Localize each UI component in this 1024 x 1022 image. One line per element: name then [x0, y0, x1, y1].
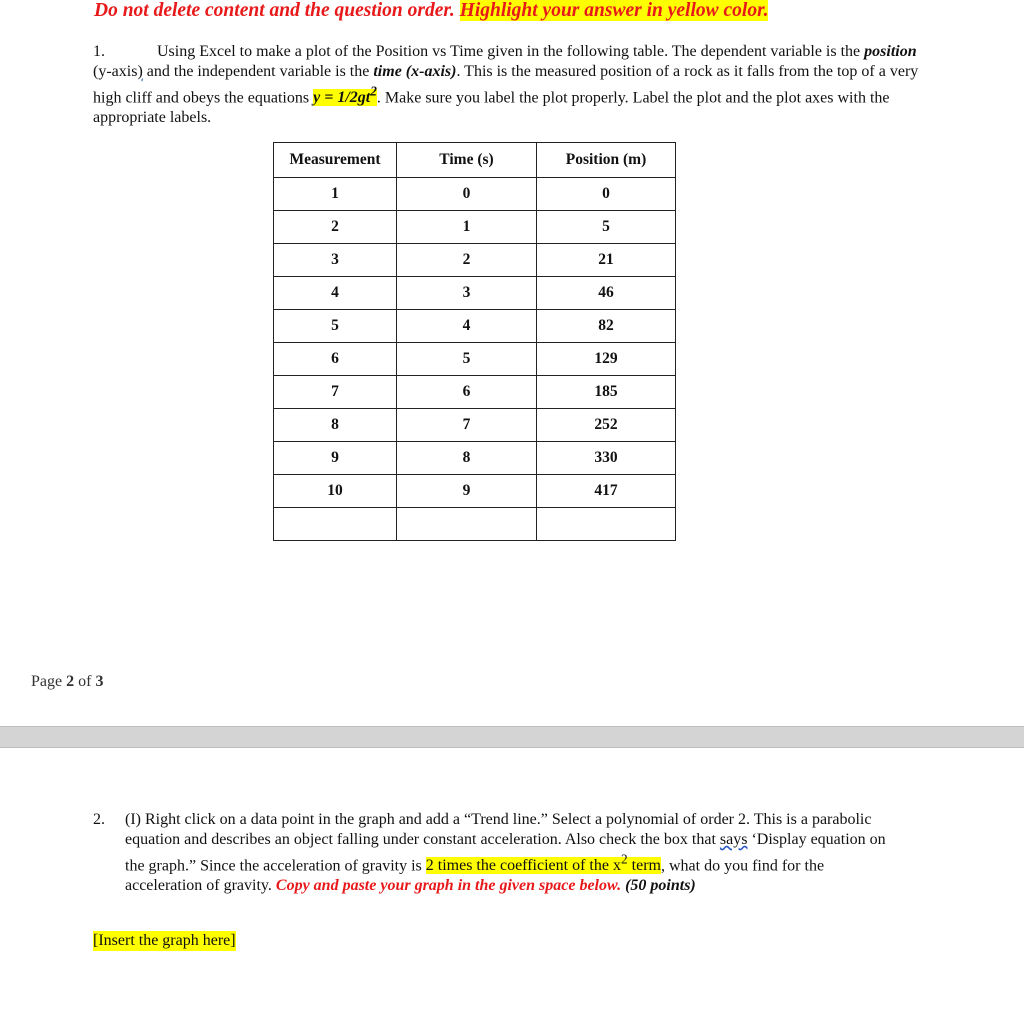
insert-graph-placeholder[interactable]: [Insert the graph here]: [93, 932, 236, 949]
header-time: Time (s): [397, 143, 537, 178]
q2-points: (50 points): [621, 877, 696, 895]
q1-equation-sup: 2: [370, 84, 377, 99]
header-measurement: Measurement: [274, 143, 397, 178]
cell-measurement: 5: [274, 310, 397, 343]
table-row: [274, 178, 676, 211]
cell-position: [537, 508, 676, 541]
cell-time: 0: [397, 178, 537, 211]
cell-measurement: 4: [274, 277, 397, 310]
q1-text-b2: ): [137, 63, 143, 80]
table-row: [274, 343, 676, 376]
table-row: [274, 376, 676, 409]
header-position: Position (m): [537, 143, 676, 178]
question-1-number: 1.: [93, 43, 105, 60]
table-row: [274, 442, 676, 475]
cell-position: 252: [537, 409, 676, 442]
cell-measurement: 1: [274, 178, 397, 211]
cell-time: 6: [397, 376, 537, 409]
q2-red-instruction: Copy and paste your graph in the given space below.: [275, 877, 622, 895]
cell-time: 1: [397, 211, 537, 244]
page-current: 2: [66, 673, 75, 690]
table-row: [274, 211, 676, 244]
cell-measurement: 2: [274, 211, 397, 244]
warning-highlight-text: Highlight your answer in yellow color.: [459, 0, 769, 21]
cell-time: 7: [397, 409, 537, 442]
cell-time: 5: [397, 343, 537, 376]
cell-time: [397, 508, 537, 541]
cell-time: 2: [397, 244, 537, 277]
question-2: [93, 810, 903, 896]
cell-position: 0: [537, 178, 676, 211]
cell-position: 46: [537, 277, 676, 310]
cell-position: 417: [537, 475, 676, 508]
position-time-table: [273, 142, 676, 541]
cell-measurement: 3: [274, 244, 397, 277]
table-row: [274, 244, 676, 277]
q1-text-b: (y-axis: [93, 63, 138, 80]
cell-time: 8: [397, 442, 537, 475]
q2-text-c: , what do you find for the acceleration of gravity.: [125, 857, 825, 895]
question-2-number: 2.: [93, 811, 105, 828]
page-of-word: of: [74, 673, 96, 690]
q2-says-word: says: [719, 831, 748, 848]
q1-text-a: Using Excel to make a plot of the Position vs Time given in the following table. The dependent variable is the: [157, 43, 865, 60]
cell-position: 129: [537, 343, 676, 376]
table-header-row: [274, 143, 676, 178]
page-word: Page: [31, 673, 67, 690]
cell-measurement: 9: [274, 442, 397, 475]
q2-highlight-main: 2 times the coefficient of the x: [425, 857, 621, 875]
cell-position: 330: [537, 442, 676, 475]
warning-text: Do not delete content and the question order.: [94, 0, 460, 21]
cell-position: 82: [537, 310, 676, 343]
table-row: [274, 310, 676, 343]
q1-position-word: position: [864, 43, 917, 60]
question-1: [93, 42, 923, 128]
q2-highlight-sup: 2: [620, 852, 628, 867]
cell-measurement: [274, 508, 397, 541]
cell-measurement: 10: [274, 475, 397, 508]
cell-measurement: 8: [274, 409, 397, 442]
q2-text-b: ‘Display equation on the graph.” Since the acceleration of gravity is: [125, 831, 886, 875]
cell-time: 3: [397, 277, 537, 310]
cell-time: 9: [397, 475, 537, 508]
q1-equation-highlight: [313, 84, 377, 107]
q1-text-e: . Make sure you label the plot properly. Label the plot and the plot axes with the appropriate labels.: [93, 89, 890, 127]
table-row-empty: [274, 508, 676, 541]
table-row: [274, 475, 676, 508]
q1-equation-main: y = 1/2gt: [313, 89, 371, 107]
cell-position: 21: [537, 244, 676, 277]
q2-text-a: (I) Right click on a data point in the graph and add a “Trend line.” Select a polynomial of order 2. This is a parabolic equation and describes an object falling under constant acceleration. Also check the box that: [125, 811, 872, 848]
table-row: [274, 277, 676, 310]
q2-highlight-end: term: [627, 857, 661, 875]
cell-position: 5: [537, 211, 676, 244]
cell-measurement: 7: [274, 376, 397, 409]
cell-position: 185: [537, 376, 676, 409]
question-2-body: [125, 810, 903, 896]
table-row: [274, 409, 676, 442]
q1-text-c: and the independent variable is the: [142, 63, 374, 80]
page-number-footer: [31, 673, 103, 691]
cell-measurement: 6: [274, 343, 397, 376]
q1-time-word: time (x-axis): [373, 63, 457, 80]
cell-time: 4: [397, 310, 537, 343]
q1-text-d: . This is the measured position of a rock as it falls from the top of a very high cliff and obeys the equations: [93, 63, 919, 107]
page-total: 3: [95, 673, 104, 690]
page-break-separator: [0, 726, 1024, 748]
q2-highlight: [425, 852, 661, 875]
instructions-warning: [94, 0, 768, 22]
